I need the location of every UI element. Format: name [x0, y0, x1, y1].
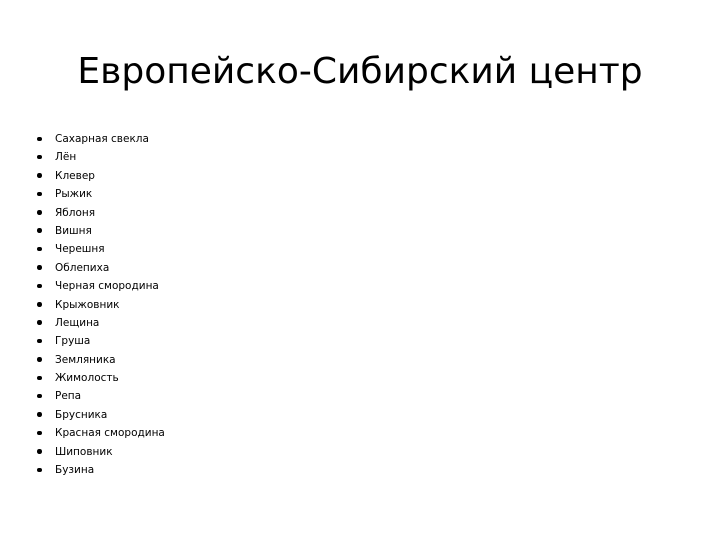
bullet-dot-icon — [37, 192, 42, 197]
list-item — [37, 259, 165, 277]
list-item-label: Вишня — [55, 224, 92, 237]
list-item-label: Шиповник — [55, 445, 113, 458]
list-item — [37, 314, 165, 332]
bullet-dot-icon — [37, 412, 42, 417]
bullet-list — [37, 130, 165, 479]
list-item-label: Черешня — [55, 243, 105, 256]
bullet-dot-icon — [37, 155, 42, 160]
bullet-dot-icon — [37, 357, 42, 362]
list-item-label: Красная смородина — [55, 427, 165, 440]
list-item-label: Жимолость — [55, 372, 119, 385]
list-item — [37, 185, 165, 203]
list-item — [37, 148, 165, 166]
bullet-dot-icon — [37, 173, 42, 178]
bullet-dot-icon — [37, 468, 42, 473]
list-item — [37, 332, 165, 350]
list-item — [37, 369, 165, 387]
list-item-label: Сахарная свекла — [55, 133, 149, 145]
list-item-label: Облепиха — [55, 261, 110, 274]
list-item — [37, 240, 165, 258]
slide-title: Европейско-Сибирский центр — [77, 51, 643, 92]
bullet-dot-icon — [37, 376, 42, 381]
list-item — [37, 461, 165, 479]
list-item — [37, 351, 165, 369]
bullet-dot-icon — [37, 339, 42, 344]
list-item — [37, 424, 165, 442]
list-item — [37, 222, 165, 240]
bullet-dot-icon — [37, 302, 42, 307]
list-item — [37, 204, 165, 222]
list-item-label: Яблоня — [55, 206, 96, 219]
list-item — [37, 167, 165, 185]
bullet-dot-icon — [37, 210, 42, 215]
list-item — [37, 387, 165, 405]
bullet-dot-icon — [37, 247, 42, 252]
list-item-label: Груша — [55, 335, 91, 348]
list-item — [37, 130, 165, 148]
bullet-dot-icon — [37, 228, 42, 233]
bullet-dot-icon — [37, 284, 42, 289]
bullet-dot-icon — [37, 265, 42, 270]
list-item-label: Земляника — [55, 353, 116, 366]
list-item-label: Брусника — [55, 408, 108, 421]
bullet-dot-icon — [37, 320, 42, 325]
bullet-dot-icon — [37, 431, 42, 436]
list-item — [37, 406, 165, 424]
list-item-label: Черная смородина — [55, 280, 159, 293]
list-item-label: Бузина — [55, 464, 95, 477]
list-item — [37, 277, 165, 295]
list-item-label: Лён — [55, 151, 77, 164]
list-item-label: Лещина — [55, 316, 100, 329]
list-item-label: Крыжовник — [55, 298, 120, 311]
list-item-label: Клевер — [55, 169, 95, 182]
list-item — [37, 443, 165, 461]
bullet-dot-icon — [37, 394, 42, 399]
list-item-label: Рыжик — [55, 188, 93, 201]
list-item-label: Репа — [55, 390, 82, 403]
list-item — [37, 296, 165, 314]
bullet-dot-icon — [37, 137, 42, 142]
bullet-dot-icon — [37, 449, 42, 454]
